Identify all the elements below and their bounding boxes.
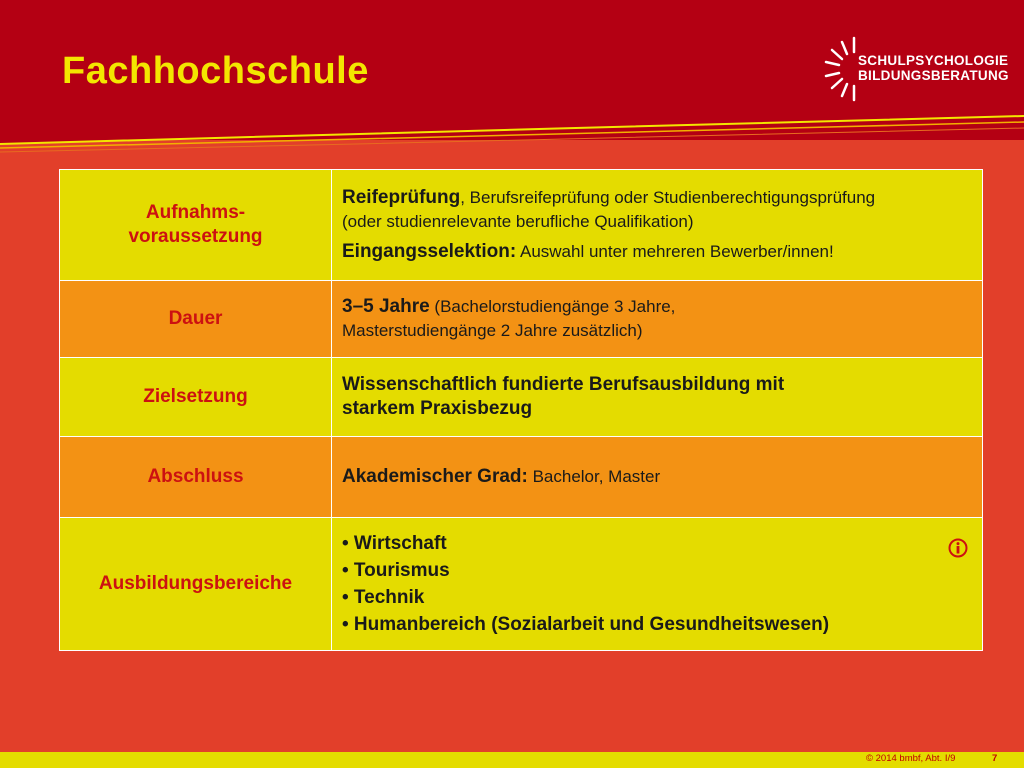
page-title: Fachhochschule xyxy=(62,50,369,92)
row-label-degree: Abschluss xyxy=(60,437,332,518)
brand-logo xyxy=(820,36,1009,106)
logo-text-line2: BILDUNGSBERATUNG xyxy=(858,68,1009,83)
value-text: Wissenschaftlich fundierte Berufsausbildung mit xyxy=(342,374,785,395)
value-text: (oder studienrelevante berufliche Qualifikation) xyxy=(342,212,694,231)
row-value-duration xyxy=(332,281,983,358)
row-value-fields xyxy=(332,518,983,651)
logo-text-line1: SCHULPSYCHOLOGIE xyxy=(858,53,1009,68)
value-text: , Berufsreifeprüfung oder Studienberechtigungsprüfung xyxy=(460,188,876,207)
footer-bar xyxy=(0,752,1024,768)
table-row xyxy=(60,518,983,651)
info-icon[interactable] xyxy=(948,538,968,558)
value-text: (Bachelorstudiengänge 3 Jahre, xyxy=(429,297,676,316)
bold-term: Eingangsselektion: xyxy=(342,241,517,262)
sunburst-logo-icon xyxy=(820,36,860,106)
table-row xyxy=(60,437,983,518)
value-text: Masterstudiengänge 2 Jahre zusätzlich) xyxy=(342,321,643,340)
label-line: voraussetzung xyxy=(128,226,263,247)
row-value-degree xyxy=(332,437,983,518)
value-text: Auswahl unter mehreren Bewerber/innen! xyxy=(516,242,834,261)
header-swoosh xyxy=(0,110,1024,160)
bold-term: 3–5 Jahre xyxy=(342,296,430,317)
value-text: starkem Praxisbezug xyxy=(342,398,533,419)
row-label-goal: Zielsetzung xyxy=(60,358,332,437)
list-item: • Wirtschaft xyxy=(342,533,447,554)
list-item: • Humanbereich (Sozialarbeit und Gesundheitswesen) xyxy=(342,614,830,635)
list-item: • Technik xyxy=(342,587,425,608)
table-row xyxy=(60,170,983,281)
row-label-duration: Dauer xyxy=(60,281,332,358)
table-row xyxy=(60,358,983,437)
label-line: Aufnahms- xyxy=(145,202,246,223)
list-item: • Tourismus xyxy=(342,560,450,581)
value-text: Bachelor, Master xyxy=(527,467,661,486)
header-bar xyxy=(0,0,1024,140)
row-value-goal xyxy=(332,358,983,437)
row-label-fields: Ausbildungsbereiche xyxy=(60,518,332,651)
row-value-admission xyxy=(332,170,983,281)
row-label-admission xyxy=(60,170,332,281)
bold-term: Reifeprüfung xyxy=(342,187,461,208)
page-number: 7 xyxy=(992,753,998,764)
bold-term: Akademischer Grad: xyxy=(342,466,528,487)
copyright-text: © 2014 bmbf, Abt. I/9 xyxy=(866,753,956,764)
table-row xyxy=(60,281,983,358)
info-table xyxy=(59,169,983,651)
